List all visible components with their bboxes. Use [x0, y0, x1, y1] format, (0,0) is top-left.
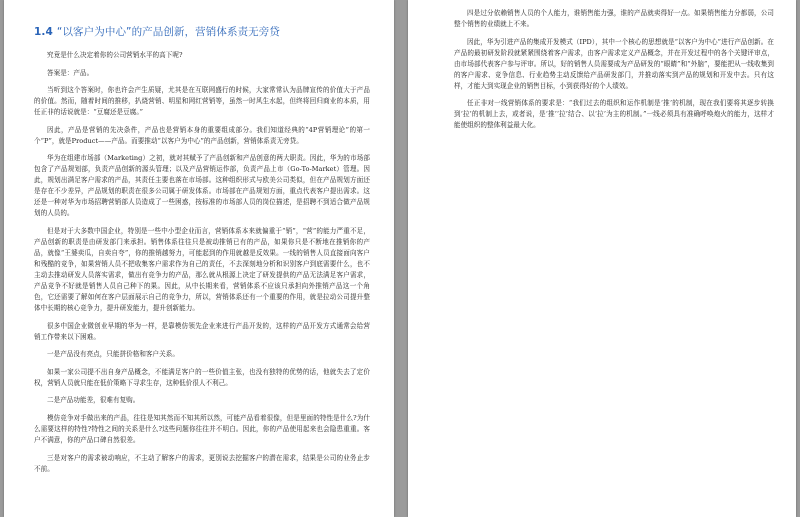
- paragraph: 因此，华为引进产品的集成开发模式（IPD），其中一个核心的思想就是“以客户为中心”进行产品创新。在产品的最初研发阶段就紧紧围绕着客户需求，由客户需求定义产品概念，并在开发过程中的各个关键评审点，由市场部代表客户参与评审。所以，好的销售人员需要成为产品研发的“眼睛”和“外脑”，要能把从一线收集到的客户需求、竞争信息、行业趋势主动反馈给产品研发部门，并推动落实到产品的规划和开发中去。只有这样，才能大到实现企业的销售目标，小到获得好的个人绩效。: [454, 37, 774, 90]
- paragraph: 二是产品功能差，很难有复购。: [47, 396, 140, 405]
- paragraph: 一是产品没有亮点，只能拼价格和客户关系。: [47, 350, 179, 359]
- paragraph: 答案是：产品。: [47, 68, 94, 77]
- paragraph: 很多中国企业微创业早期的华为一样，是靠模仿领先企业来进行产品开发的，这样的产品开发方式通常会给营销工作带来以下困难。: [34, 321, 370, 341]
- paragraph: 因此，产品是营销的先决条件，产品也是营销本身的重要组成部分。我们知道经典的“4P营销理论”的第一个“P”，就是Product——产品。而要推动“以客户为中心”的产品创新，营销体系责无旁贷。: [34, 125, 370, 145]
- paragraph: 任正非对一线营销体系的要求是：“我们过去的组织和运作机制是‘推’的机制，现在我们要将其逐步转换到‘拉’的机制上去，或者说，是‘推’‘拉’结合、以‘拉’为主的机制。”一线必须具有准确呼唤炮火的能力，这样才能使组织的整体利益最大化。: [454, 99, 774, 130]
- paragraph: 三是对客户的需求被动响应，不主动了解客户的需求，更别说去挖掘客户的潜在需求，结果是公司的业务止步不前。: [34, 453, 370, 473]
- right-page: [408, 0, 796, 517]
- left-page: [4, 0, 394, 517]
- paragraph: 究竟是什么决定着你的公司营销水平的高下呢?: [47, 51, 183, 59]
- section-number: 1.4: [34, 26, 53, 38]
- section-title: “以客户为中心”的产品创新，营销体系责无旁贷: [56, 26, 280, 38]
- paragraph: 四是过分依赖销售人员的个人能力，谁销售能力强，谁的产品就卖得好一点。如果销售能力分都弱，公司整个销售的业绩就上不来。: [454, 9, 774, 28]
- left-page-content: [34, 24, 370, 481]
- paragraph: 当听到这个答案时，你也许会产生质疑，尤其是在互联网盛行的时候，大家常常认为品牌宣传的价值大于产品的价值。然而，随着时间的推移，扒烧营销、明星和网红营销等，虽然一时风生水起，但终将回归商业的本质，用任正非的话说就是：“豆腐还是豆腐。”: [34, 86, 370, 117]
- section-heading: [34, 24, 370, 39]
- paragraph: 但是对于大多数中国企业，特别是一些中小型企业而言，营销体系本来就偏重于“销”，“营”的能力严重不足，产品创新的职责是由研发部门来承担。销售体系往往只是被动推销已有的产品，如果你只是不断地在推销你的产品，就像“王婆卖瓜，自卖自夸”，你的推销越努力，可能起到的作用就越是反效果。一线的销售人员直接面向客户和残酷的竞争，如果营销人员不把收集客户需求作为自己的责任，不去深刻地分析和识别客户到底需要什么，也不主动去推动研发人员落实需求，做出有竞争力的产品，那么就从根源上决定了研发提供的产品无法满足客户需求，产品竞争不好就是销售人员自己种下的果。因此，从中长期来看，营销体系不应该只承担向外推销产品这一个角色，它还需要了解如何在客户层面展示自己的竞争力，所以，营销体系还有一个重要的作用，就是拉动公司提升整体中长期的核心竞争力，提升研发能力，提升创新能力。: [34, 226, 370, 312]
- paragraph: 如果一家公司提不出自身产品概念，不能满足客户的一些价值主张，也没有独特的优势的话，他就失去了定价权，营销人员就只能在低价策略下寻求生存，这种低价很人不利己。: [34, 367, 370, 387]
- paragraph: 模仿竞争对手做出来的产品，往往是知其然而不知其所以然，可能产品看着很像，但是里面的特性是什么?为什么需要这样的特性?特性之间的关系是什么?这些问题你往往并不明白。因此，你的产品使用起来也会隐患重重。客户不满意，你的产品口碑自然很差。: [34, 413, 370, 444]
- right-page-content: [454, 8, 774, 138]
- paragraph: 华为在组建市场部（Marketing）之初，就对其赋予了产品创新和产品创意的两大职责。因此，华为的市场部包含了产品规划部，负责产品创新的源头管理；以及产品营销运作部，负责产品上市（Go-To-Market）管理。因此，规划出满足客户需求的产品，其责任主要也落在市场部。这种组织形式与欧美公司类似，但在产品规划方面还是存在不少差异，产品规划的职责在很多公司属于研发体系。市场部在产品规划方面，重点代表客户提出需求。这还是一种对华为市场招聘营销部人员造成了一些困惑，按标准的市场部人员的岗位描述，是招聘不到适合做产品规划的人员的。: [34, 154, 370, 218]
